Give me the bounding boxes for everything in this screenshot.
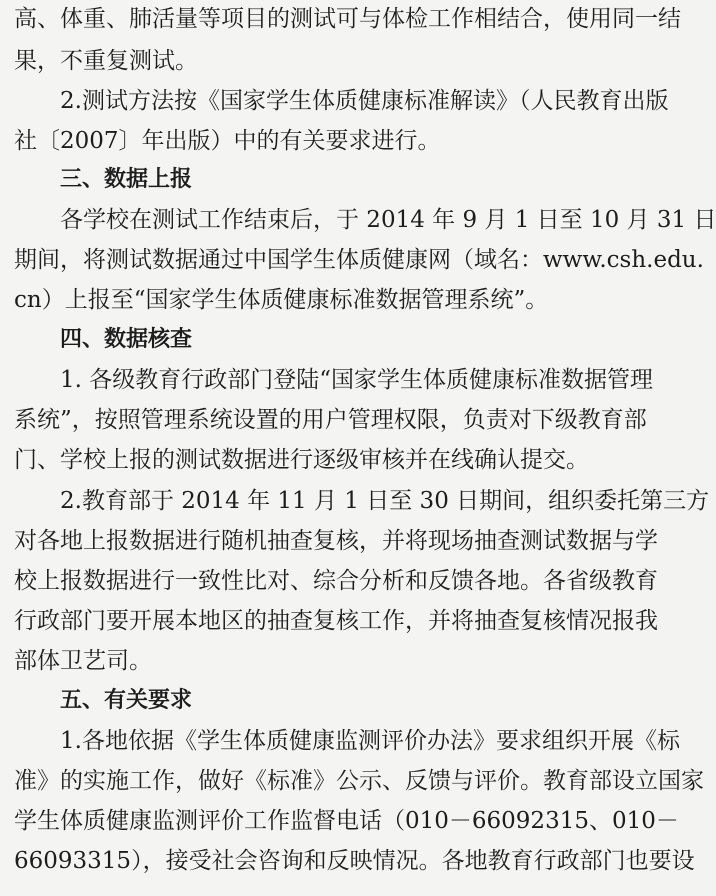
body-text-line: 期间，将测试数据通过中国学生体质健康网（域名：www.csh.edu. <box>14 247 704 273</box>
body-text-line: 果，不重复测试。 <box>14 48 198 74</box>
body-text-line: 66093315），接受社会咨询和反映情况。各地教育行政部门也要设 <box>14 848 695 874</box>
body-text-line: 学生体质健康监测评价工作监督电话（010－66092315、010－ <box>14 808 679 834</box>
body-text-line: 行政部门要开展本地区的抽查复核工作，并将抽查复核情况报我 <box>14 608 658 634</box>
body-text-line: 部体卫艺司。 <box>14 648 152 674</box>
section-heading: 四、数据核查 <box>60 327 193 352</box>
body-text-line: cn）上报至“国家学生体质健康标准数据管理系统”。 <box>14 287 549 313</box>
body-text-line: 高、体重、肺活量等项目的测试可与体检工作相结合，使用同一结 <box>14 6 681 32</box>
body-text-line: 2.教育部于 2014 年 11 月 1 日至 30 日期间，组织委托第三方 <box>60 488 710 514</box>
section-heading: 三、数据上报 <box>60 167 193 192</box>
body-text-line: 2.测试方法按《国家学生体质健康标准解读》（人民教育出版 <box>60 88 669 114</box>
body-text-line: 系统”，按照管理系统设置的用户管理权限，负责对下级教育部 <box>14 407 647 433</box>
body-text-line: 1. 各级教育行政部门登陆“国家学生体质健康标准数据管理 <box>60 367 654 393</box>
section-heading: 五、有关要求 <box>60 688 193 713</box>
body-text-line: 门、学校上报的测试数据进行逐级审核并在线确认提交。 <box>14 447 589 473</box>
body-text-line: 校上报数据进行一致性比对、综合分析和反馈各地。各省级教育 <box>14 568 658 594</box>
body-text-line: 准》的实施工作，做好《标准》公示、反馈与评价。教育部设立国家 <box>14 768 704 794</box>
body-text-line: 1.各地依据《学生体质健康监测评价办法》要求组织开展《标 <box>60 728 680 754</box>
body-text-line: 各学校在测试工作结束后，于 2014 年 9 月 1 日至 10 月 31 日 <box>60 207 716 233</box>
body-text-line: 对各地上报数据进行随机抽查复核，并将现场抽查测试数据与学 <box>14 528 658 554</box>
body-text-line: 社〔2007〕年出版）中的有关要求进行。 <box>14 128 441 154</box>
